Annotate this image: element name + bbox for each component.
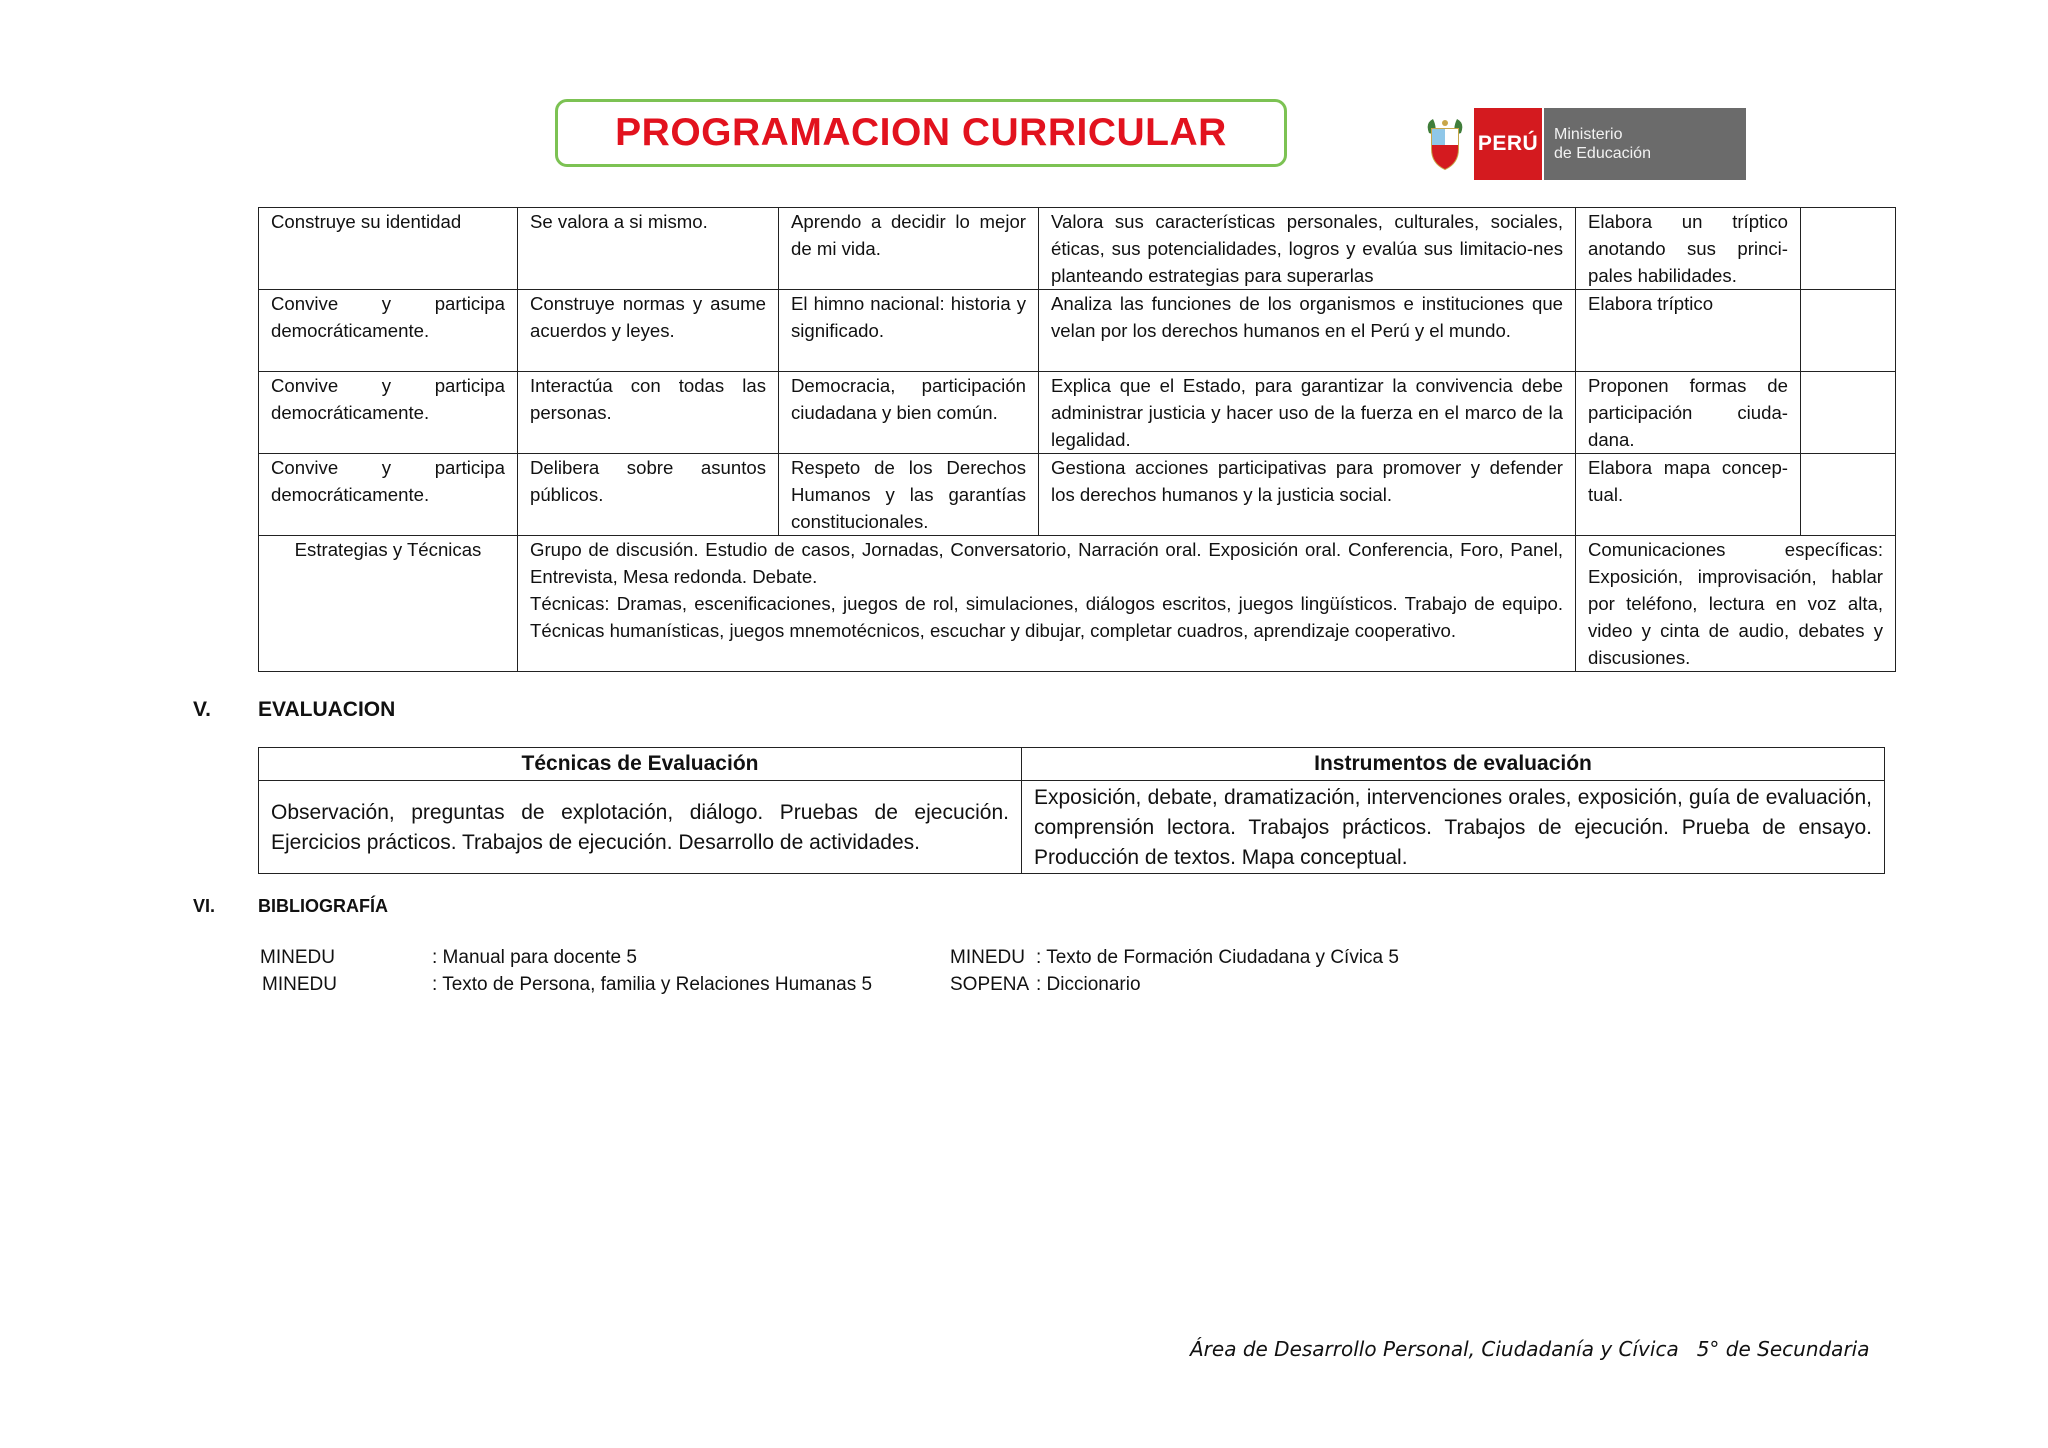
bib-title: : Manual para docente 5 (432, 947, 637, 968)
strategies-content (518, 536, 1576, 672)
ministry-line-2: de Educación (1554, 145, 1651, 162)
capacity-cell: Se valora a si mismo. (518, 208, 779, 290)
section-number: V. (193, 698, 211, 721)
topic-cell: Aprendo a decidir lo mejor de mi vida. (779, 208, 1039, 290)
topic-cell: El himno nacional: historia y significado. (779, 290, 1039, 372)
bib-author: MINEDU (260, 947, 335, 968)
table-header-row (259, 748, 1885, 781)
bib-title: : Diccionario (1036, 974, 1141, 995)
table-row (259, 454, 1896, 536)
evaluation-techniques-cell: Observación, preguntas de explotación, diálogo. Pruebas de ejecución. Ejercicios prácticos. Trabajos de ejecución. Desarrollo de actividades. (259, 781, 1022, 874)
topic-cell: Democracia, participación ciudadana y bien común. (779, 372, 1039, 454)
title-box (555, 99, 1287, 167)
competencies-table (258, 207, 1896, 672)
bib-author: SOPENA (950, 974, 1030, 995)
page-title: PROGRAMACION CURRICULAR (615, 111, 1227, 154)
page-footer (1190, 1337, 1869, 1361)
table-row (259, 290, 1896, 372)
column-header: Instrumentos de evaluación (1022, 748, 1885, 781)
coat-of-arms-icon (1416, 108, 1474, 180)
bib-author: MINEDU (950, 947, 1025, 968)
section-number: VI. (193, 896, 216, 916)
competency-cell: Convive y participa democráticamente. (259, 372, 518, 454)
footer-area: Área de Desarrollo Personal, Ciudadanía y Cívica (1190, 1337, 1679, 1361)
empty-cell (1801, 208, 1896, 290)
empty-cell (1801, 290, 1896, 372)
communications-cell: Comunicaciones específicas: Exposición, improvisación, hablar por teléfono, lectura en voz alta, video y cinta de audio, debates y discusiones. (1576, 536, 1896, 672)
indicator-cell: Valora sus características personales, culturales, sociales, éticas, sus potencialidades, logros y evalúa sus limitacio-nes planteando estrategias para superarlas (1039, 208, 1576, 290)
product-cell: Elabora mapa concep-tual. (1576, 454, 1801, 536)
column-header: Técnicas de Evaluación (259, 748, 1022, 781)
evaluation-table (258, 747, 1885, 874)
indicator-cell: Explica que el Estado, para garantizar la convivencia debe administrar justicia y hacer uso de la fuerza en el marco de la legalidad. (1039, 372, 1576, 454)
competency-cell: Convive y participa democráticamente. (259, 290, 518, 372)
techniques-text: Técnicas: Dramas, escenificaciones, juegos de rol, simulaciones, diálogos escritos, juegos lingüísticos. Trabajo de equipo. Técnicas humanísticas, juegos mnemotécnicos, escuchar y dibujar, completar cuadros, aprendizaje cooperativo. (530, 593, 1563, 641)
table-row (259, 372, 1896, 454)
footer-grade: 5° de Secundaria (1696, 1337, 1870, 1361)
product-cell: Elabora tríptico (1576, 290, 1801, 372)
bib-title: : Texto de Formación Ciudadana y Cívica 5 (1036, 947, 1399, 968)
minedu-logo (1416, 108, 1746, 180)
indicator-cell: Gestiona acciones participativas para promover y defender los derechos humanos y la justicia social. (1039, 454, 1576, 536)
capacity-cell: Construye normas y asume acuerdos y leyes. (518, 290, 779, 372)
empty-cell (1801, 372, 1896, 454)
ministry-name (1542, 108, 1746, 180)
competency-cell: Convive y participa democráticamente. (259, 454, 518, 536)
table-row (259, 781, 1885, 874)
strategies-label: Estrategias y Técnicas (259, 536, 518, 672)
peru-badge: PERÚ (1474, 108, 1542, 180)
section-heading: EVALUACION (258, 698, 396, 721)
indicator-cell: Analiza las funciones de los organismos e instituciones que velan por los derechos humanos en el Perú y el mundo. (1039, 290, 1576, 372)
ministry-line-1: Ministerio (1554, 126, 1623, 143)
capacity-cell: Delibera sobre asuntos públicos. (518, 454, 779, 536)
product-cell: Proponen formas de participación ciuda-dana. (1576, 372, 1801, 454)
evaluation-instruments-cell: Exposición, debate, dramatización, intervenciones orales, exposición, guía de evaluación, comprensión lectora. Trabajos prácticos. Trabajos de ejecución. Prueba de ensayo. Producción de textos. Mapa conceptual. (1022, 781, 1885, 874)
bib-author: MINEDU (262, 974, 337, 995)
strategies-text: Grupo de discusión. Estudio de casos, Jornadas, Conversatorio, Narración oral. Exposición oral. Conferencia, Foro, Panel, Entrevista, Mesa redonda. Debate. (530, 539, 1563, 587)
topic-cell: Respeto de los Derechos Humanos y las garantías constitucionales. (779, 454, 1039, 536)
bib-title: : Texto de Persona, familia y Relaciones Humanas 5 (432, 974, 873, 995)
strategies-row (259, 536, 1896, 672)
competency-cell: Construye su identidad (259, 208, 518, 290)
capacity-cell: Interactúa con todas las personas. (518, 372, 779, 454)
empty-cell (1801, 454, 1896, 536)
table-row (259, 208, 1896, 290)
product-cell: Elabora un tríptico anotando sus princi-pales habilidades. (1576, 208, 1801, 290)
section-heading: BIBLIOGRAFÍA (258, 896, 388, 916)
